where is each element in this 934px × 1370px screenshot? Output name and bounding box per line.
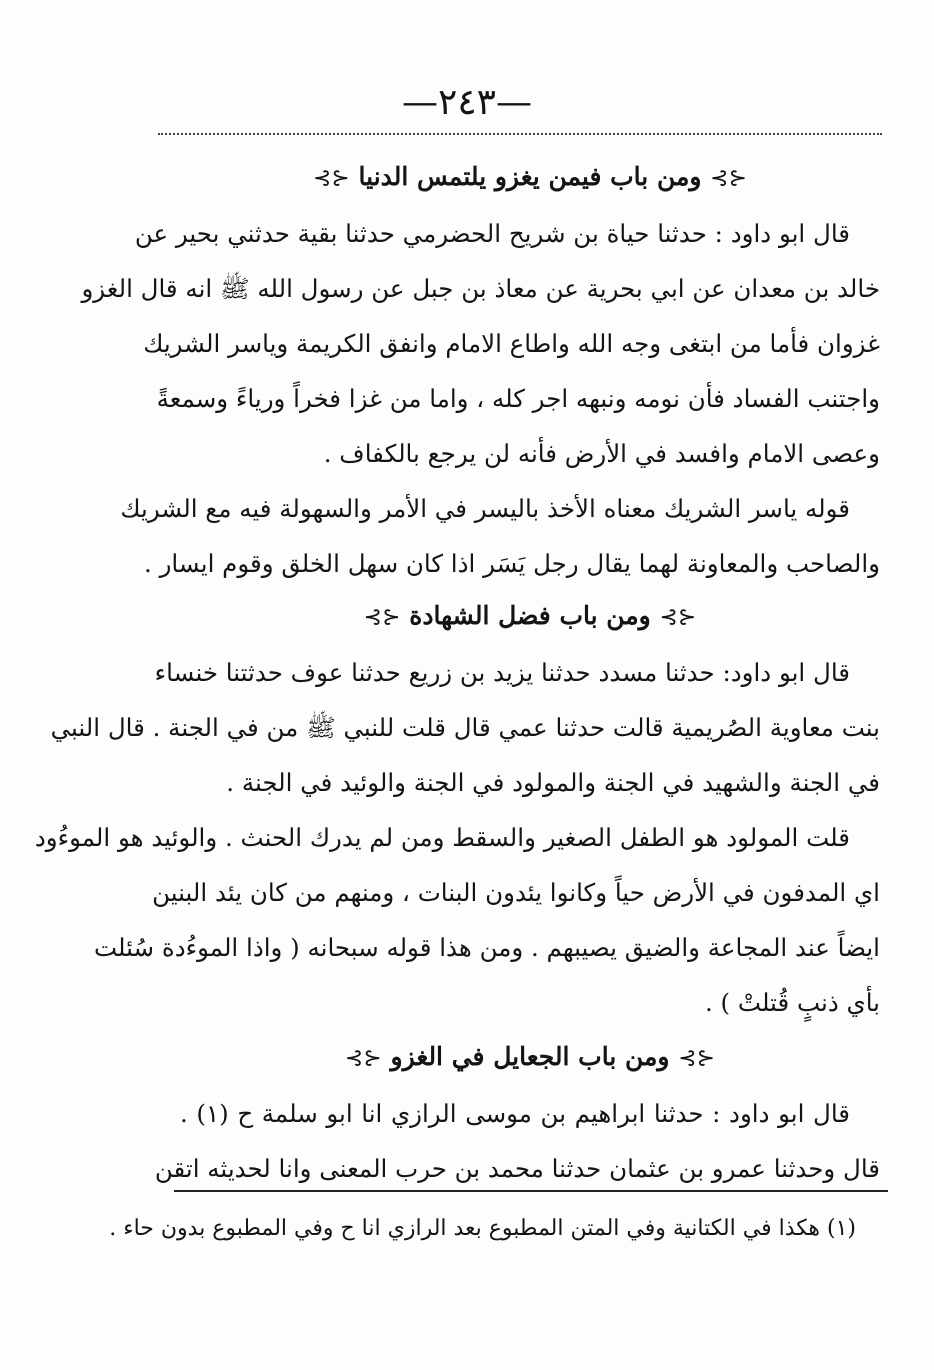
ornament-icon: ⊰⊱ (312, 166, 350, 191)
section-3-title: ومن باب الجعايل في الغزو (390, 1042, 670, 1071)
text-line: خالد بن معدان عن ابي بحرية عن معاذ بن جبل عن رسول الله ﷺ انه قال الغزو (81, 274, 880, 303)
page-body (34, 150, 880, 1196)
section-3-heading (180, 1034, 880, 1080)
text-line: بأي ذنبٍ قُتلتْ ) . (704, 988, 880, 1017)
section-1-heading (180, 154, 880, 200)
ornament-icon: ⊰⊱ (678, 1046, 716, 1071)
footnote: (١) هكذا في الكتانية وفي المتن المطبوع بعد الرازي انا ح وفي المطبوع بدون حاء . (109, 1216, 856, 1241)
text-line: وعصى الامام وافسد في الأرض فأنه لن يرجع بالكفاف . (323, 439, 880, 468)
section-1 (81, 154, 880, 591)
ornament-icon: ⊰⊱ (659, 605, 697, 630)
text-line: بنت معاوية الصُريمية قالت حدثنا عمي قال قلت للنبي ﷺ من في الجنة . قال النبي (50, 713, 880, 742)
text-line: قال ابو داود: حدثنا مسدد حدثنا يزيد بن زريع حدثنا عوف حدثتنا خنساء (154, 658, 850, 687)
ornament-icon: ⊰⊱ (363, 605, 401, 630)
section-2-title: ومن باب فضل الشهادة (409, 601, 651, 630)
text-line: واجتنب الفساد فأن نومه ونبهه اجر كله ، واما من غزا فخراً ورياءً وسمعةً (156, 384, 880, 413)
paragraph (34, 810, 880, 1030)
text-line: قال ابو داود : حدثنا ابراهيم بن موسى الرازي انا ابو سلمة ح (١) . (180, 1099, 851, 1128)
section-1-title: ومن باب فيمن يغزو يلتمس الدنيا (358, 162, 702, 191)
section-3 (154, 1034, 880, 1196)
text-line: قال وحدثنا عمرو بن عثمان حدثنا محمد بن حرب المعنى وانا لحديثه اتقن (154, 1154, 880, 1183)
text-line: اي المدفون في الأرض حياً وكانوا يئدون البنات ، ومنهم من كان يئد البنين (152, 878, 880, 907)
section-2 (34, 593, 880, 1030)
paragraph (154, 1086, 880, 1196)
text-line: في الجنة والشهيد في الجنة والمولود في الجنة والوئيد في الجنة . (226, 768, 880, 797)
ornament-icon: ⊰⊱ (710, 166, 748, 191)
ornament-icon: ⊰⊱ (344, 1046, 382, 1071)
text-line: قوله ياسر الشريك معناه الأخذ باليسر في الأمر والسهولة فيه مع الشريك (120, 494, 850, 523)
text-line: غزوان فأما من ابتغى وجه الله واطاع الامام وانفق الكريمة وياسر الشريك (143, 329, 880, 358)
paragraph (81, 206, 880, 481)
footnote-rule (174, 1190, 888, 1192)
page-number: —٢٤٣— (401, 82, 532, 123)
text-line: والصاحب والمعاونة لهما يقال رجل يَسَر اذا كان سهل الخلق وقوم ايسار . (144, 549, 880, 578)
text-line: قلت المولود هو الطفل الصغير والسقط ومن لم يدرك الحنث . والوئيد هو الموءُود (34, 823, 850, 852)
paragraph (120, 481, 880, 591)
header-dotted-rule (158, 133, 882, 135)
section-2-heading (180, 593, 880, 639)
text-line: ايضاً عند المجاعة والضيق يصيبهم . ومن هذا قوله سبحانه ( واذا الموءُدة سُئلت (93, 933, 880, 962)
text-line: قال ابو داود : حدثنا حياة بن شريح الحضرمي حدثنا بقية حدثني بحير عن (134, 219, 850, 248)
paragraph (50, 645, 880, 810)
